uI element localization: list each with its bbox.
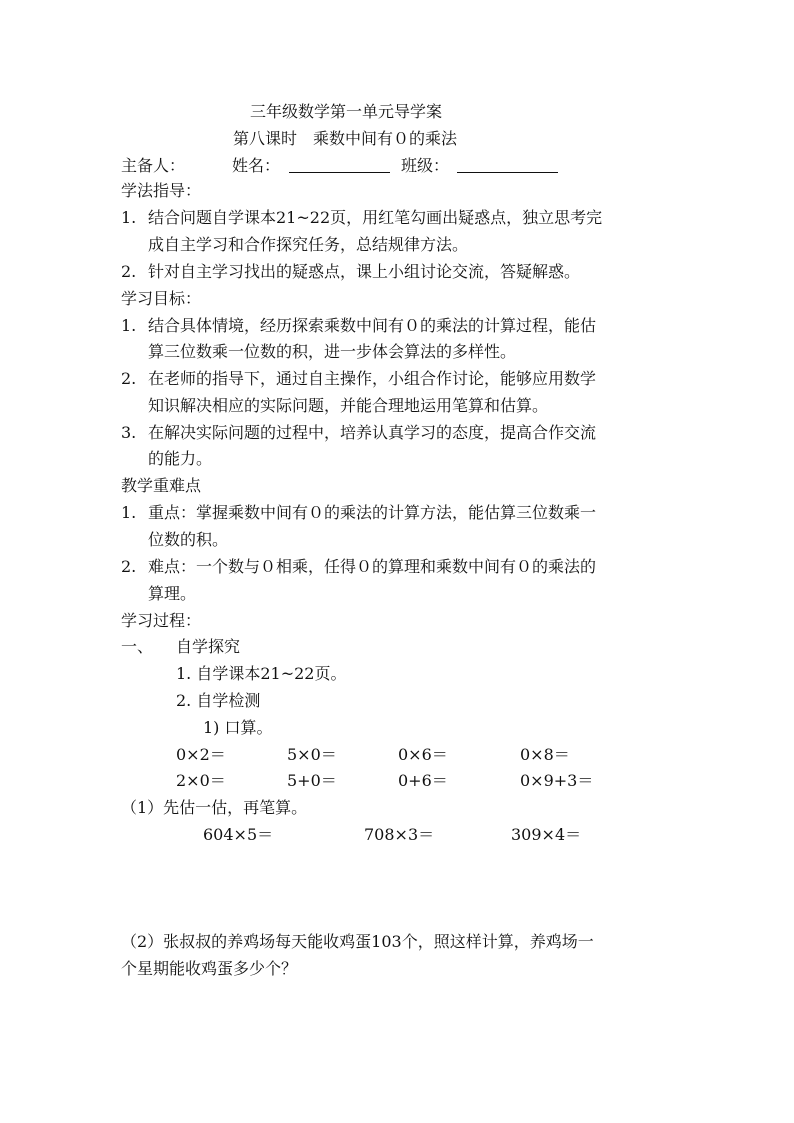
objective-item-text: 结合具体情境，经历探索乘数中间有０的乘法的计算过程，能估: [148, 316, 597, 335]
class-field[interactable]: [457, 156, 558, 173]
oral-problem: 2×0＝: [176, 771, 226, 790]
guidance-item-text: 针对自主学习找出的疑惑点，课上小组讨论交流，答疑解惑。: [148, 262, 581, 281]
class-label: 班级：: [401, 156, 450, 175]
key-point-text: 位数的积。: [148, 530, 229, 549]
key-point-number: 1.: [121, 503, 137, 522]
estimate-heading: （1）先估一估，再笔算。: [121, 798, 308, 817]
objective-item-text: 在老师的指导下，通过自主操作，小组合作讨论，能够应用数学: [148, 369, 597, 388]
objective-item-text: 的能力。: [148, 449, 213, 468]
key-point-text: 算理。: [148, 584, 197, 603]
process-heading: 学习过程：: [121, 611, 202, 630]
objective-item-number: 2.: [121, 369, 137, 388]
oral-problem: 0×9+3＝: [520, 771, 594, 790]
key-point-text: 重点：掌握乘数中间有０的乘法的计算方法，能估算三位数乘一: [148, 503, 597, 522]
oral-problem: 0×8＝: [520, 745, 570, 764]
objective-item-number: 1.: [121, 316, 137, 335]
objective-item-text: 在解决实际问题的过程中，培养认真学习的态度，提高合作交流: [148, 423, 597, 442]
key-point-text: 难点：一个数与０相乘，任得０的算理和乘数中间有０的乘法的: [148, 557, 597, 576]
guidance-item-number: 2.: [121, 262, 137, 281]
section-number: 一、: [121, 637, 154, 656]
objectives-heading: 学习目标：: [121, 289, 202, 308]
guidance-item-text: 成自主学习和合作探究任务，总结规律方法。: [148, 235, 469, 254]
oral-problem: 0+6＝: [398, 771, 448, 790]
word-problem: （2）张叔叔的养鸡场每天能收鸡蛋103个，照这样计算，养鸡场一: [121, 932, 594, 951]
worksheet-title: 三年级数学第一单元导学案: [250, 102, 443, 121]
step-text: 1. 自学课本21~22页。: [176, 664, 347, 683]
guidance-heading: 学法指导：: [121, 181, 202, 200]
objective-item-number: 3.: [121, 423, 137, 442]
step-text: 2. 自学检测: [176, 691, 261, 710]
name-field[interactable]: [289, 156, 390, 173]
lesson-subtitle: 第八课时 乘数中间有０的乘法: [233, 129, 458, 148]
calc-problem: 604×5＝: [203, 825, 274, 844]
name-label: 姓名：: [232, 156, 281, 175]
guidance-item-text: 结合问题自学课本21~22页，用红笔勾画出疑惑点，独立思考完: [148, 208, 603, 227]
oral-problem: 0×2＝: [176, 745, 226, 764]
oral-problem: 5×0＝: [287, 745, 337, 764]
oral-problem: 0×6＝: [398, 745, 448, 764]
oral-heading: 1) 口算。: [203, 718, 273, 737]
calc-problem: 708×3＝: [364, 825, 435, 844]
objective-item-text: 知识解决相应的实际问题，并能合理地运用笔算和估算。: [148, 396, 549, 415]
key-point-number: 2.: [121, 557, 137, 576]
word-problem: 个星期能收鸡蛋多少个？: [121, 959, 298, 978]
section-title: 自学探究: [176, 637, 241, 656]
key-points-heading: 教学重难点: [121, 476, 202, 495]
oral-problem: 5+0＝: [287, 771, 337, 790]
preparer-label: 主备人：: [121, 156, 186, 175]
calc-problem: 309×4＝: [511, 825, 582, 844]
guidance-item-number: 1.: [121, 208, 137, 227]
objective-item-text: 算三位数乘一位数的积，进一步体会算法的多样性。: [148, 342, 517, 361]
